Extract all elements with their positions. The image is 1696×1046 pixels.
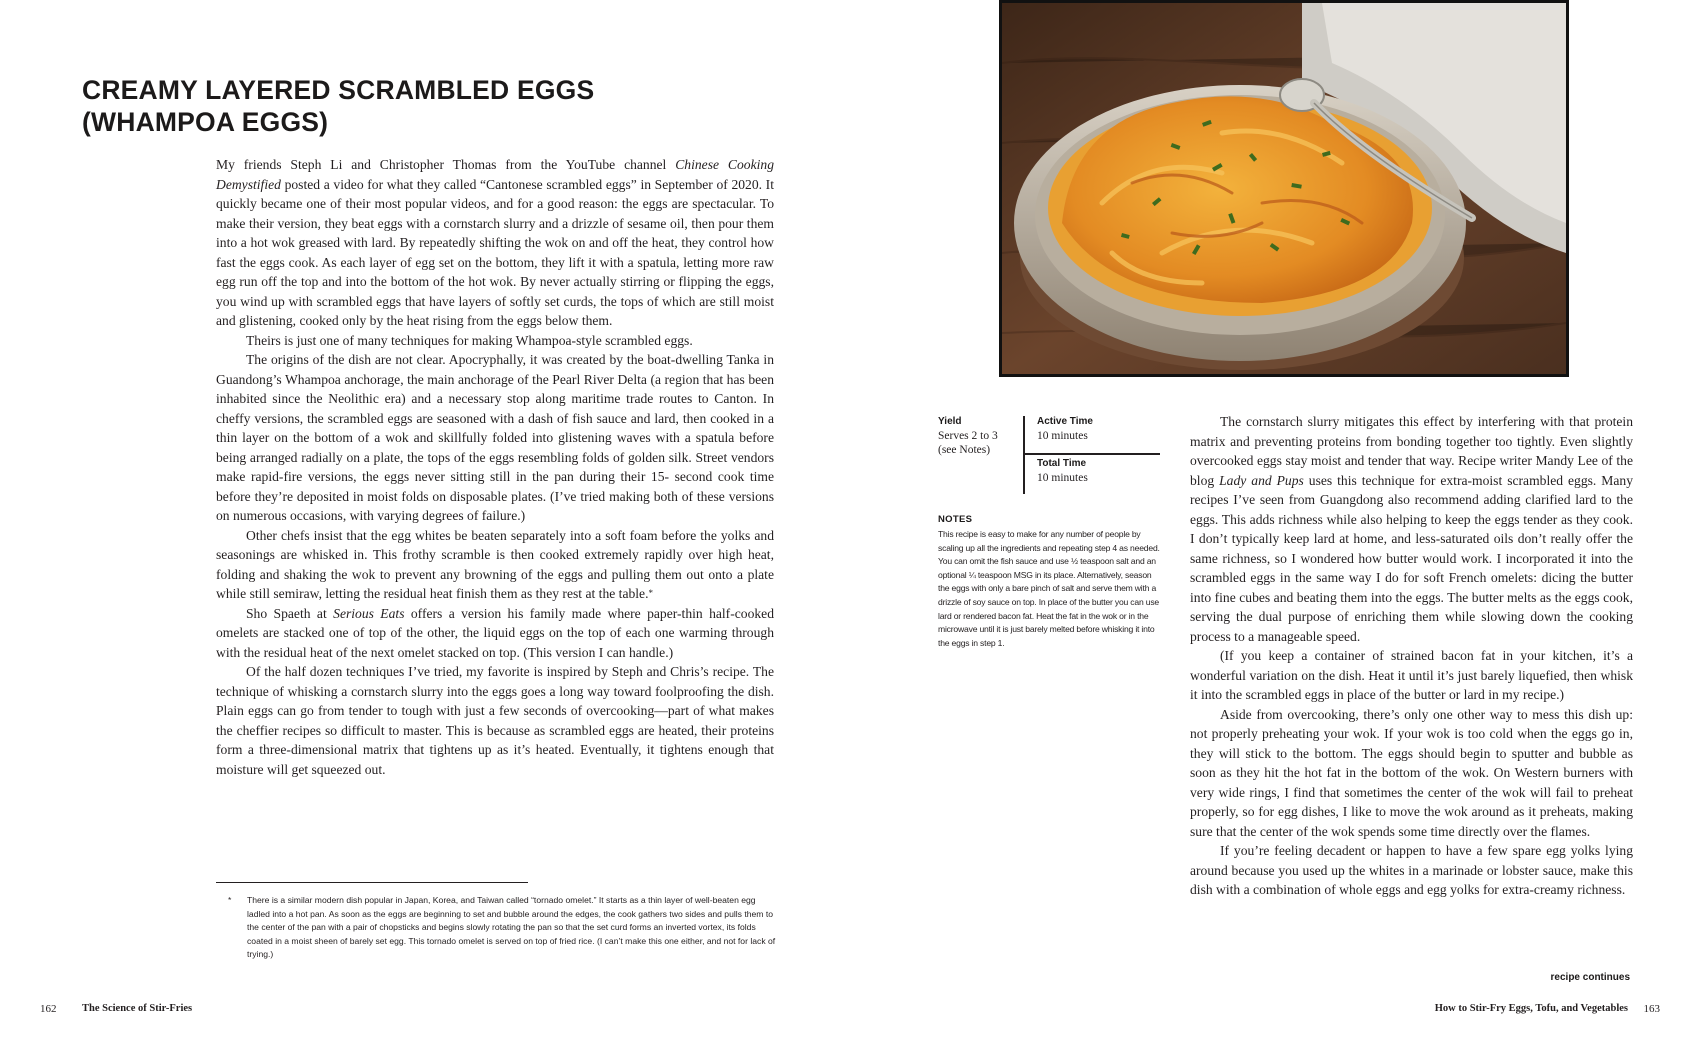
running-head-right: How to Stir-Fry Eggs, Tofu, and Vegetables [1434,1003,1628,1014]
paragraph: Of the half dozen techniques I’ve tried, my favorite is inspired by Steph and Chris’s recipe. The technique of whisking a cornstarch slurry into the eggs goes a long way toward foolproofing the dish. Plain eggs can go from tender to tough with just a few seconds of overcooking—part of what makes the cheffier recipes so difficult to master. This is because as scrambled eggs are heated, their proteins form a three-dimensional matrix that tightens up as it’s heated. Eventually, it tightens enough that moisture will get squeezed out. [216,664,774,777]
text-run: posted a video for what they called “Cantonese scrambled eggs” in September of 2020. It quickly became one of their most popular videos, and for a good reason: the eggs are spectacular. To make their version, they beat eggs with a cornstarch slurry and a drizzle of sesame oil, then pour them into a hot wok greased with lard. By repeatedly shifting the wok on and off the heat, they control how fast the eggs cook. As each layer of egg set on the bottom, they lift it with a spatula, letting more raw egg run off the top and into the bottom of the hot wok. By never actually stirring or flipping the eggs, you wind up with scrambled eggs that have layers of softly set curds, the tops of which are still moist and glistening, cooked only by the heat rising from the eggs below them. [216,176,774,328]
photo-illustration [1002,3,1566,374]
footnote-marker: * [228,895,232,905]
text-run: offers a version his family made where paper-thin half-cooked omelets are stacked one of top of the other, the liquid eggs on the top of each one warming through with the residual heat of the next omelet stacked on top. (This version I can handle.) [216,605,774,660]
yield-value: Serves 2 to 3 (see Notes) [938,430,998,456]
active-time-label: Active Time [1037,416,1093,427]
paragraph [216,604,774,663]
text-run: Sho Spaeth at [246,605,334,621]
text-run: The cornstarch slurry mitigates this effect by interfering with that protein matrix and preventing proteins from bonding together too tightly. Even slightly overcooked eggs stay moist and tender that way. Recipe writer Mandy Lee of the blog [1190,414,1633,488]
active-time-value: 10 minutes [1037,430,1088,442]
italic-channel-name: Chinese Cooking Demystified [216,157,774,192]
footnote-reference[interactable]: * [648,588,653,598]
bowl-of-scrambled-eggs-photo [999,0,1569,377]
yield-label: Yield [938,416,962,427]
paragraph: Aside from overcooking, there’s only one other way to mess this dish up: not properly preheating your wok. If your wok is too cold when the eggs go in, they will stick to the bottom. The eggs should begin to sputter and bubble as soon as they hit the hot fat in the bottom of the wok. On Western burners with very wide rings, I find that sometimes the center of the wok will fail to preheat properly, so for egg dishes, I like to move the wok around as it preheats, making sure that the center of the wok spends some time directly over the flames. [1190,706,1633,839]
recipe-title-line-1: CREAMY LAYERED SCRAMBLED EGGS [82,75,595,105]
left-body-text [216,155,774,779]
recipe-continues-label: recipe continues [1550,972,1630,983]
italic-blog-name: Lady and Pups [1219,472,1304,488]
meta-divider-horizontal [1023,453,1160,455]
paragraph [216,526,774,604]
notes-text: This recipe is easy to make for any number of people by scaling up all the ingredients and repeating step 4 as needed. You can omit the fish sauce and use ½ teaspoon salt and an optional ¼ teaspoon MSG in its place. Alternatively, season the eggs with only a bare pinch of salt and serve them with a drizzle of soy sauce on top. In place of the butter you can use lard or rendered bacon fat. Heat the fat in the wok or in the microwave until it is just barely melted before whisking it into the eggs in step 1. [938,529,1160,648]
recipe-meta-box [938,416,1160,494]
paragraph [1190,412,1633,646]
footnote-divider [216,882,528,883]
paragraph [216,155,774,331]
paragraph: Theirs is just one of many techniques for making Whampoa-style scrambled eggs. [246,332,693,348]
page-number-right: 163 [1643,1003,1660,1015]
total-time-value: 10 minutes [1037,472,1088,484]
total-time-label: Total Time [1037,458,1087,469]
text-run: My friends Steph Li and Christopher Thomas from the YouTube channel [216,157,676,172]
text-run: uses this technique for extra-moist scrambled eggs. Many recipes I’ve seen from Guangdong also recommend adding clarified lard to the eggs. This adds richness while also helping to keep the eggs tender as they cook. I don’t typically keep lard at home, and less-saturated oils don’t really offer the same richness, so I wondered how butter would work. I incorporated it into the scrambled eggs in the same way I do for soft French omelets: dicing the butter into fine cubes and beating them into the eggs. The butter melts as the eggs cook, serving the dual purpose of enriching them while slowing down the cooking process to a manageable speed. [1190,472,1633,644]
footnote [216,894,776,962]
text-run: Other chefs insist that the egg whites be beaten separately into a soft foam before the yolks and seasonings are whisked in. This frothy scramble is then cooked extremely rapidly over high heat, folding and shaking the wok to prevent any browning of the eggs and pulling them out onto a plate while still semiraw, letting the residual heat finish them as they rest at the table. [216,527,774,601]
meta-divider-vertical [1023,416,1025,494]
running-head-left: The Science of Stir-Fries [82,1003,193,1014]
paragraph: (If you keep a container of strained bacon fat in your kitchen, it’s a wonderful variation on the dish. Heat it until it’s just barely liquefied, then whisk it into the scrambled eggs in place of the butter or lard in my recipe.) [1190,648,1633,702]
notes-heading: NOTES [938,514,973,525]
paragraph: The origins of the dish are not clear. Apocryphally, it was created by the boat-dwelling Tanka in Guandong’s Whampoa anchorage, the main anchorage of the Pearl River Delta (a region that has been inhabited since the Neolithic era) and a necessary stop along maritime trade routes to Canton. In cheffy versions, the scrambled eggs are seasoned with a dash of fish sauce and lard, then cooked in a thin layer on the bottom of a wok and skillfully folded into glistening waves with a spatula before being arranged radially on a plate, the tops of the eggs resembling folds of golden silk. Street vendors make rapid-fire versions, the eggs never sitting still in the pan during their 15- second cook time before they’re deposited in moist folds on disposable plates. (I’ve tried making both of these versions on numerous occasions, with varying degrees of failure.) [216,352,774,523]
italic-publication-name: Serious Eats [333,605,405,621]
recipe-title-line-2: (WHAMPOA EGGS) [82,107,329,137]
page-number-left: 162 [40,1003,57,1015]
paragraph: If you’re feeling decadent or happen to have a few spare egg yolks lying around because you used up the whites in a marinade or lobster sauce, make this dish with a combination of whole eggs and egg yolks for extra-creamy richness. [1190,843,1633,897]
right-body-text [1190,412,1633,900]
footnote-text: There is a similar modern dish popular in Japan, Korea, and Taiwan called “tornado omelet.” It starts as a thin layer of well-beaten egg ladled into a hot pan. As soon as the eggs are beginning to set and bubble around the edges, the cook gathers two sides and pulls them to the center of the pan with a pair of chopsticks and begins slowly rotating the pan so that the set curd forms an inverted vortex, its folds coated in a moist sheen of barely set egg. This tornado omelet is served on top of fried rice. (I can’t make this one either, and not for lack of trying.) [247,895,776,960]
recipe-title [82,74,702,138]
